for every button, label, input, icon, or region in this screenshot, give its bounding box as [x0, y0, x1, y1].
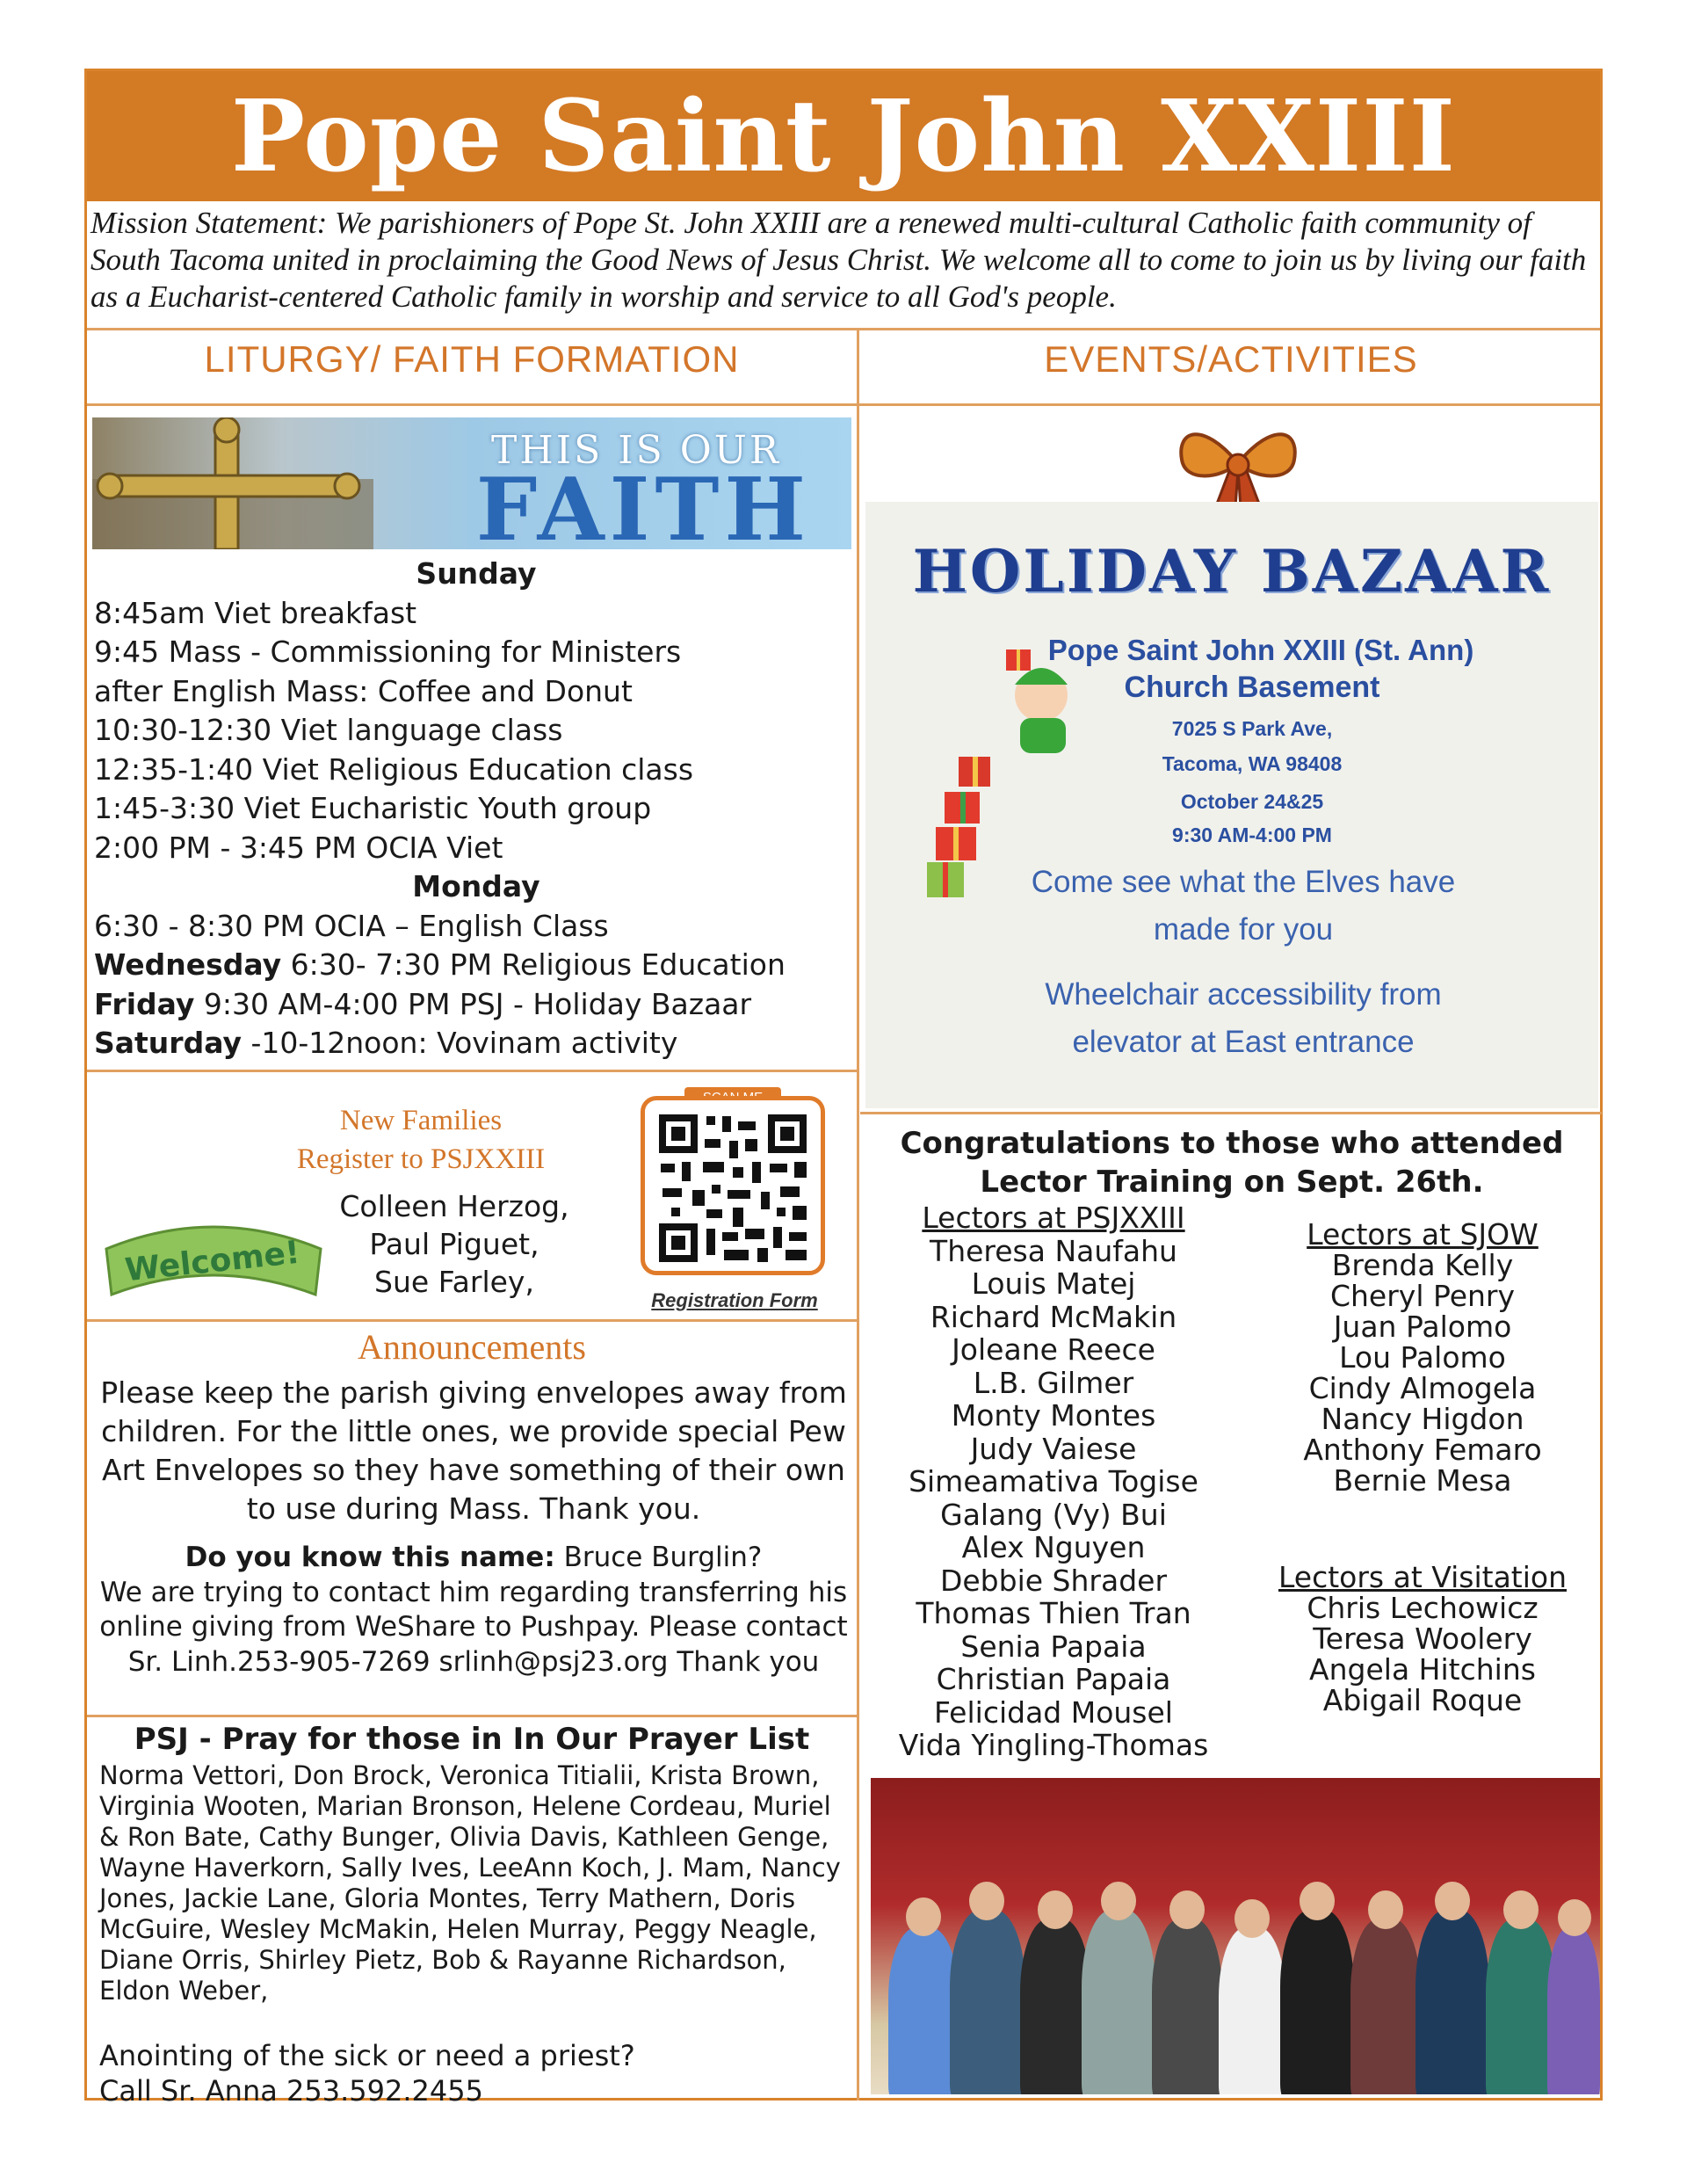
announcements-heading: Announcements: [358, 1327, 586, 1367]
lector-name: Debbie Shrader: [939, 1563, 1168, 1598]
contact-text: We are trying to contact him regarding transferring his online giving from WeShare to Pushpay. Please contact Sr. Linh.253-905-7269 srlinh@psj23.org Thank you: [99, 1576, 848, 1678]
schedule-item-wednesday: [94, 946, 858, 985]
bazaar-place: Church Basement: [1124, 671, 1380, 704]
faith-banner-line2: FAITH: [475, 460, 811, 549]
faith-banner-line1: THIS IS OUR: [490, 428, 781, 473]
lector-name: Nancy Higdon: [1321, 1402, 1524, 1436]
lector-name: Lou Palomo: [1339, 1340, 1506, 1375]
schedule-text: 6:30- 7:30 PM Religious Education: [281, 947, 786, 982]
bazaar-dates: [1076, 785, 1428, 852]
registration-qr-code[interactable]: [641, 1096, 825, 1275]
bazaar-accessibility: [980, 971, 1507, 1066]
invite-line1: Come see what the Elves have: [1031, 865, 1456, 899]
schedule-item-saturday: [94, 1024, 858, 1063]
new-families-names: [314, 1187, 595, 1301]
bulletin-page: [84, 69, 1603, 2108]
lector-name: Cheryl Penry: [1329, 1279, 1516, 1313]
address-line2: Tacoma, WA 98408: [1162, 752, 1343, 775]
lectors-psj-heading: Lectors at PSJXXIII: [922, 1201, 1185, 1235]
lectors-visitation-list: [1256, 1562, 1589, 1716]
bazaar-venue: Pope Saint John XXIII (St. Ann): [1047, 634, 1474, 666]
congrats-line2: Lector Training on Sept. 26th.: [980, 1165, 1484, 1200]
lectors-visitation-heading: Lectors at Visitation: [1278, 1560, 1568, 1594]
lector-name: Thomas Thien Tran: [916, 1596, 1191, 1630]
accessibility-line2: elevator at East entrance: [1072, 1025, 1415, 1059]
welcome-banner: [98, 1214, 329, 1310]
schedule-item-friday: [94, 985, 858, 1025]
divider: [87, 1715, 857, 1717]
section-heading-liturgy: LITURGY/ FAITH FORMATION: [204, 338, 740, 380]
invite-line2: made for you: [1153, 912, 1334, 947]
lector-name: Abigail Roque: [1322, 1683, 1523, 1717]
question-line: [96, 1541, 851, 1576]
schedule-item: 1:45-3:30 Viet Eucharistic Youth group: [94, 791, 652, 825]
new-families-line2: Register to PSJXXIII: [296, 1143, 546, 1175]
lector-name: Juan Palomo: [1333, 1310, 1512, 1344]
day-label-monday: Monday: [412, 869, 540, 903]
registration-form-link[interactable]: Registration Form: [651, 1289, 818, 1311]
lector-name: Galang (Vy) Bui: [940, 1497, 1167, 1532]
accessibility-line1: Wheelchair accessibility from: [1045, 977, 1442, 1012]
bazaar-address: [1076, 711, 1428, 781]
lector-name: Brenda Kelly: [1331, 1248, 1514, 1282]
lector-name: Chris Lechowicz: [1307, 1591, 1539, 1625]
welcome-text: Welcome!: [123, 1234, 302, 1289]
prayer-list-names: Norma Vettori, Don Brock, Veronica Titialii, Krista Brown, Virginia Wooten, Marian Bronson, Helene Cordeau, Muriel & Ron Bate, Cathy Bunger, Olivia Davis, Kathleen Genge, Wayne Haverkorn, Sally Ives, LeeAnn Koch, J. Mam, Nancy Jones, Jackie Lane, Gloria Montes, Terry Mathern, Doris McGuire, Wesley McMakin, Helen Murray, Peggy Neagle, Diane Orris, Shirley Pietz, Bob & Rayanne Richardson, Eldon Weber,: [99, 1760, 841, 2006]
congrats-line1: Congratulations to those who attended: [900, 1126, 1564, 1161]
schedule-item: 10:30-12:30 Viet language class: [94, 713, 563, 747]
family-name: Paul Piguet,: [369, 1227, 539, 1261]
holiday-bazaar-flyer: [865, 502, 1598, 1108]
lector-congrats: [865, 1124, 1598, 1201]
question-bold: Do you know this name:: [185, 1542, 555, 1573]
divider: [87, 403, 1600, 406]
cross-icon: [92, 417, 373, 549]
lector-name: Christian Papaia: [936, 1662, 1171, 1696]
family-name: Sue Farley,: [374, 1265, 534, 1299]
lector-name: Cindy Almogela: [1308, 1371, 1537, 1405]
lector-name: Judy Vaiese: [970, 1431, 1137, 1466]
qr-code-icon: [654, 1109, 812, 1267]
lector-name: Angela Hitchins: [1309, 1652, 1536, 1687]
lector-name: Felicidad Mousel: [934, 1694, 1173, 1730]
lector-name: Joleane Reece: [952, 1332, 1155, 1367]
anointing-line1: Anointing of the sick or need a priest?: [99, 2039, 635, 2072]
schedule-item: 2:00 PM - 3:45 PM OCIA Viet: [94, 830, 503, 865]
schedule-item: 6:30 - 8:30 PM OCIA – English Class: [94, 908, 609, 943]
schedule-item: 12:35-1:40 Viet Religious Education class: [94, 751, 694, 787]
lector-name: Simeamativa Togise: [909, 1464, 1198, 1498]
day-label-sunday: Sunday: [416, 556, 537, 591]
announcement-name-search: [96, 1541, 851, 1680]
anointing-info: [99, 2038, 853, 2108]
mission-statement: Mission Statement: We parishioners of Pope St. John XXIII are a renewed multi-cultural Catholic faith community of South Tacoma united in proclaiming the Good News of Jesus Christ. We welcome all to come to join us by living our faith as a Eucharist-centered Catholic family in worship and service to all God's people.: [91, 206, 1587, 314]
lectors-psj-list: [878, 1201, 1229, 1762]
announcement-envelopes: Please keep the parish giving envelopes away from children. For the little ones, we provide special Pew Art Envelopes so they have something of their own to use during Mass. Thank you.: [100, 1375, 847, 1526]
bazaar-hours: 9:30 AM-4:00 PM: [1172, 824, 1332, 846]
section-heading-events: EVENTS/ACTIVITIES: [1044, 338, 1418, 380]
address-line1: 7025 S Park Ave,: [1171, 717, 1333, 740]
lector-name: Richard McMakin: [930, 1299, 1177, 1334]
bazaar-title: HOLIDAY BAZAAR: [912, 537, 1552, 606]
lector-name: Senia Papaia: [960, 1629, 1147, 1664]
lector-name: Anthony Femaro: [1303, 1433, 1542, 1467]
lector-name: Louis Matej: [971, 1266, 1136, 1301]
lector-name: Vida Yingling-Thomas: [898, 1728, 1209, 1762]
lectors-sjow-list: [1256, 1219, 1589, 1496]
new-families-line1: New Families: [339, 1105, 503, 1136]
prayer-list-heading: PSJ - Pray for those in In Our Prayer List: [134, 1722, 810, 1757]
day-label-saturday: Saturday: [94, 1026, 242, 1060]
anointing-line2: Call Sr. Anna 253.592.2455: [99, 2074, 483, 2108]
lector-name: Bernie Mesa: [1333, 1463, 1512, 1498]
schedule-item: 9:45 Mass - Commissioning for Ministers: [94, 635, 682, 669]
page-title: Pope Saint John XXIII: [230, 78, 1457, 194]
day-label-friday: Friday: [94, 986, 195, 1021]
day-label-wednesday: Wednesday: [94, 947, 282, 982]
question-name: Bruce Burglin?: [554, 1542, 763, 1573]
divider: [87, 1319, 857, 1322]
family-name: Colleen Herzog,: [339, 1189, 569, 1223]
lector-name: L.B. Gilmer: [973, 1365, 1134, 1400]
lector-name: Alex Nguyen: [961, 1530, 1146, 1564]
schedule-item: 8:45am Viet breakfast: [94, 595, 417, 630]
new-families-heading: [245, 1101, 597, 1179]
schedule-text: -10-12noon: Vovinam activity: [241, 1026, 678, 1060]
schedule-text: 9:30 AM-4:00 PM PSJ - Holiday Bazaar: [194, 986, 752, 1021]
schedule-item: after English Mass: Coffee and Donut: [94, 673, 633, 708]
faith-banner: [92, 417, 851, 549]
mass-schedule: [94, 555, 858, 1063]
bazaar-date-range: October 24&25: [1180, 790, 1324, 813]
title-banner: [87, 71, 1600, 201]
bazaar-invite: [980, 859, 1507, 954]
divider: [860, 1112, 1602, 1114]
lectors-sjow-heading: Lectors at SJOW: [1307, 1217, 1539, 1252]
lector-name: Theresa Naufahu: [930, 1233, 1177, 1268]
lector-name: Monty Montes: [951, 1398, 1156, 1433]
divider: [87, 328, 1600, 330]
lector-group-photo: [871, 1778, 1600, 2094]
divider: [87, 1070, 857, 1072]
lector-name: Teresa Woolery: [1313, 1622, 1532, 1656]
